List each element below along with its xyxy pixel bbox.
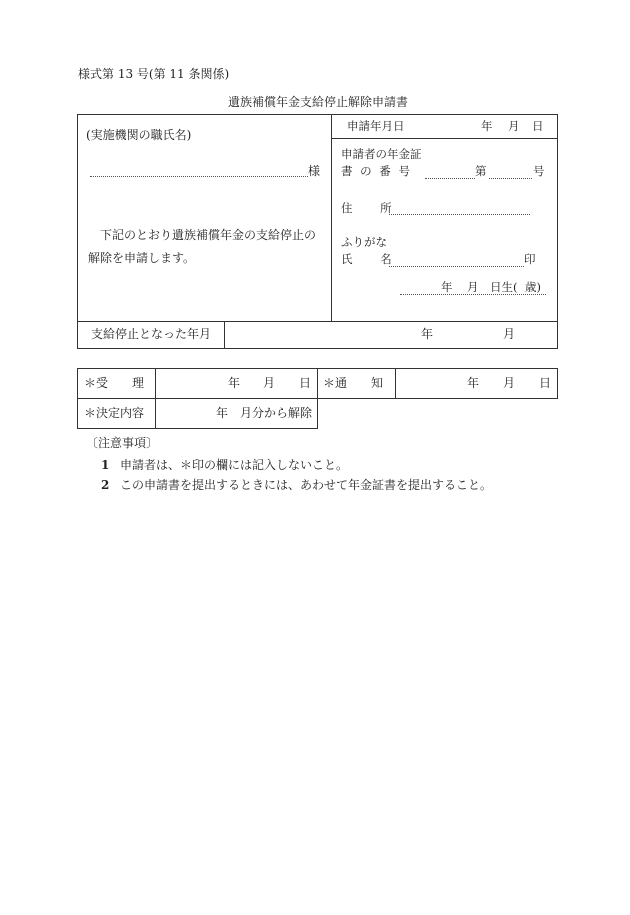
- certificate-label-line1: 申請者の年金証: [341, 147, 422, 161]
- sama-honorific: 様: [308, 164, 321, 178]
- stop-date-label: 支給停止となった年月: [91, 327, 212, 341]
- certificate-number-line-b[interactable]: [489, 178, 532, 179]
- seal-mark: 印: [524, 252, 536, 266]
- certificate-go: 号: [533, 164, 545, 178]
- stop-row-label-divider: [224, 321, 225, 349]
- stop-year-unit: 年: [421, 327, 434, 341]
- office-label-divider: [155, 368, 156, 429]
- stop-row-divider: [77, 321, 558, 322]
- birth-year-unit: 年: [441, 280, 453, 294]
- date-month-unit: 月: [508, 119, 520, 133]
- address-label: 住 所: [341, 201, 404, 215]
- decision-value: 年 月分から解除: [216, 406, 313, 420]
- receipt-label: ＊受 理: [84, 376, 145, 390]
- note-2-text: この申請書を提出するときには、あわせて年金証書を提出すること。: [120, 478, 493, 492]
- furigana-label: ふりがな: [341, 235, 387, 249]
- date-row-divider: [331, 138, 558, 139]
- birth-month-unit: 月: [467, 280, 479, 294]
- note-2-number: 2: [101, 478, 110, 492]
- page-title: 遺族補償年金支給停止解除申請書: [228, 95, 409, 109]
- request-text-line2: 解除を申請します。: [88, 251, 196, 265]
- note-1-text: 申請者は、＊印の欄には記入しないこと。: [120, 458, 349, 472]
- certificate-label-line2: 書 の 番 号: [341, 164, 412, 178]
- agency-name-line[interactable]: [90, 176, 308, 177]
- date-year-unit: 年: [481, 119, 493, 133]
- birth-day-born: 日生(: [490, 280, 518, 294]
- address-line[interactable]: [389, 214, 530, 215]
- column-divider: [331, 114, 332, 321]
- receipt-day-unit: 日: [299, 376, 312, 390]
- stop-month-unit: 月: [503, 327, 516, 341]
- application-date-label: 申請年月日: [347, 119, 405, 133]
- name-label: 氏 名: [341, 252, 404, 266]
- receipt-month-unit: 月: [263, 376, 276, 390]
- date-day-unit: 日: [532, 119, 544, 133]
- note-1-number: 1: [101, 458, 110, 472]
- notice-day-unit: 日: [539, 376, 552, 390]
- birth-date-line[interactable]: [400, 294, 546, 295]
- notice-label-divider: [395, 368, 396, 399]
- agency-label: (実施機関の職氏名): [86, 128, 192, 142]
- notice-year-unit: 年: [467, 376, 480, 390]
- notes-heading: 〔注意事項〕: [86, 436, 159, 450]
- form-number: 様式第 13 号(第 11 条関係): [78, 67, 230, 81]
- certificate-number-line-a[interactable]: [425, 178, 475, 179]
- decision-label: ＊決定内容: [84, 406, 145, 420]
- request-text-line1: 下記のとおり遺族補償年金の支給停止の: [100, 228, 317, 242]
- notice-label: ＊通 知: [323, 376, 384, 390]
- notice-month-unit: 月: [503, 376, 516, 390]
- receipt-year-unit: 年: [228, 376, 241, 390]
- office-mid-divider: [317, 368, 318, 399]
- certificate-dai: 第: [475, 164, 487, 178]
- name-line[interactable]: [389, 266, 524, 267]
- birth-age-unit: 歳): [525, 280, 541, 294]
